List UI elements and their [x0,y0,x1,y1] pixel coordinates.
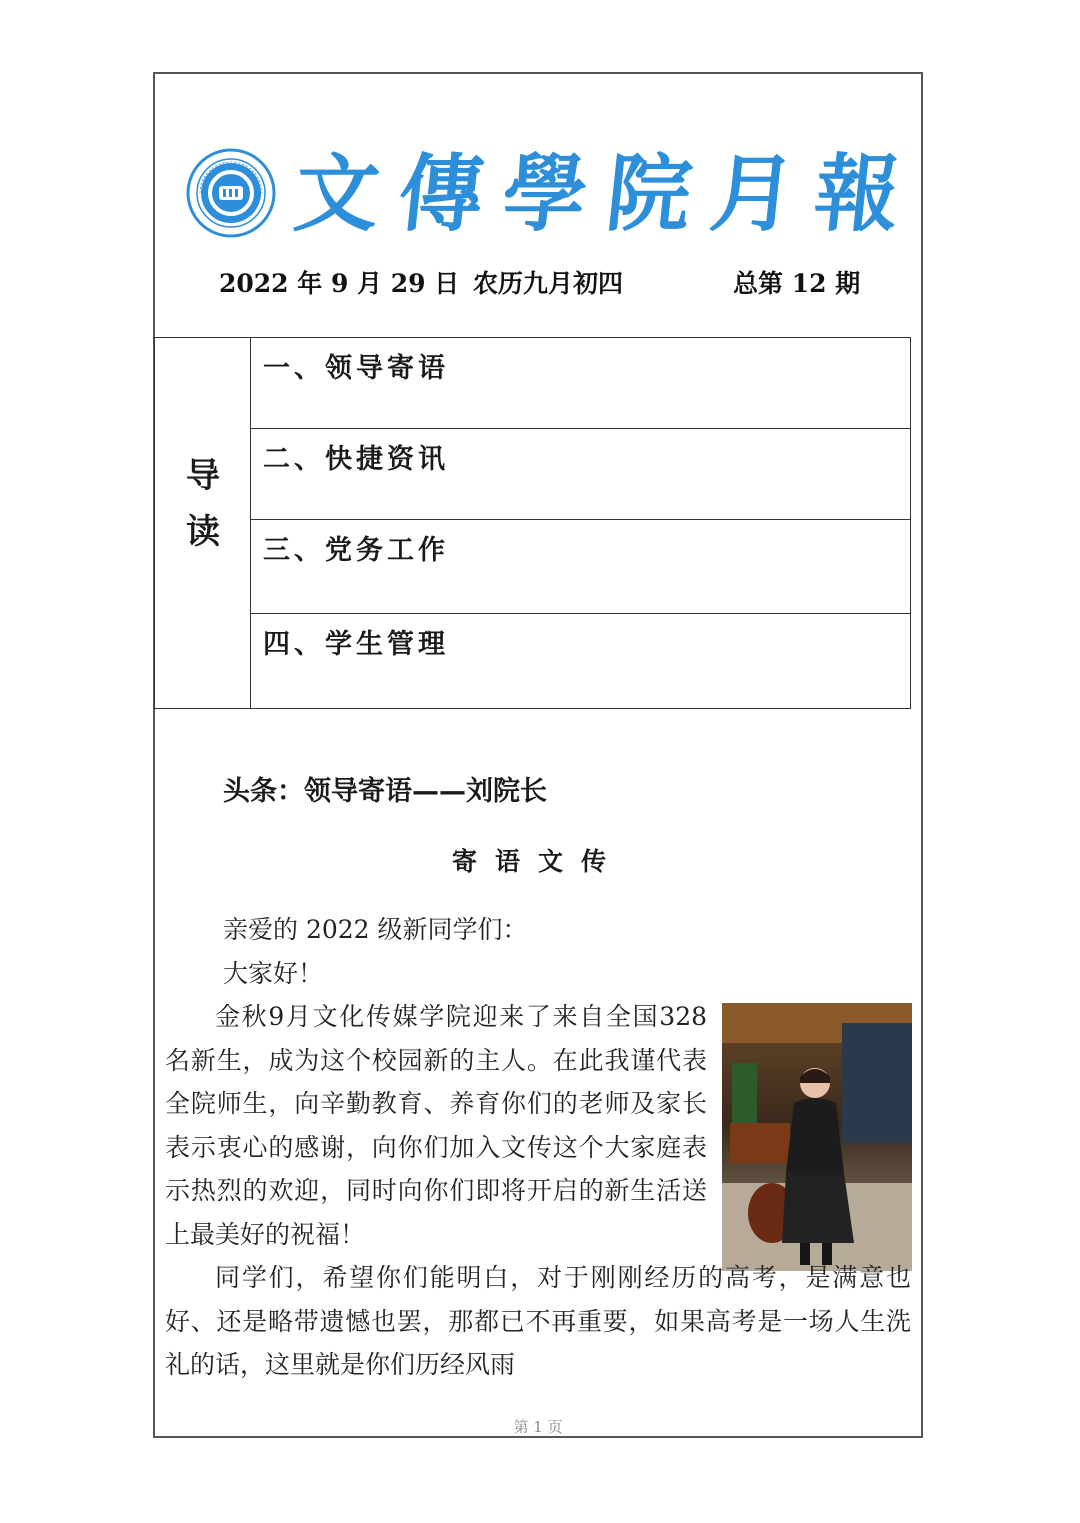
toc-item-student-management[interactable] [251,614,910,708]
toc-item-label: 一、领导寄语 [263,353,449,384]
toc-item-label: 二、快捷资讯 [263,444,449,475]
toc-item-label: 三、党务工作 [263,535,449,566]
masthead-title: 文傳學院月報 [289,144,925,243]
article-paragraph: 金秋9月文化传媒学院迎来了来自全国328 名新生，成为这个校园新的主人。在此我谨代表全院师生，向辛勤教育、养育你们的老师及家长表示衷心的感谢，向你们加入文传这个大家庭表示热烈的欢迎，同时向你们即将开启的新生活送上最美好的祝福！ [165,1002,707,1249]
greeting-line: 亲爱的 2022 级新同学们： [223,915,528,944]
issue-number: 总第 12 期 [733,269,861,298]
masthead-header [155,74,925,336]
college-seal-logo [186,148,276,238]
article-paragraph-continued: 同学们，希望你们能明白，对于刚刚经历的高考，是满意也好、还是略带遗憾也罢，那都已不再重要，如果高考是一场人生洗礼的话，这里就是你们历经风雨 [165,1263,911,1379]
dean-portrait-photo [722,1003,912,1271]
table-of-contents [154,337,911,709]
toc-side-cell [155,338,251,708]
toc-item-label: 四、学生管理 [263,629,449,660]
toc-item-party-work[interactable] [251,520,910,614]
toc-item-leadership[interactable] [251,338,910,429]
toc-side-label: 导读 [186,456,220,552]
article-title: 寄语文传 [451,847,624,876]
toc-item-news[interactable] [251,429,910,520]
page-frame [153,72,923,1438]
issue-lunar-date: 农历九月初四 [473,269,624,298]
salutation-line: 大家好！ [223,959,324,988]
issue-date: 2022 年 9 月 29 日 [219,269,460,298]
page-number: 第 1 页 [513,1418,563,1436]
article-headline: 头条：领导寄语——刘院长 [223,776,547,807]
